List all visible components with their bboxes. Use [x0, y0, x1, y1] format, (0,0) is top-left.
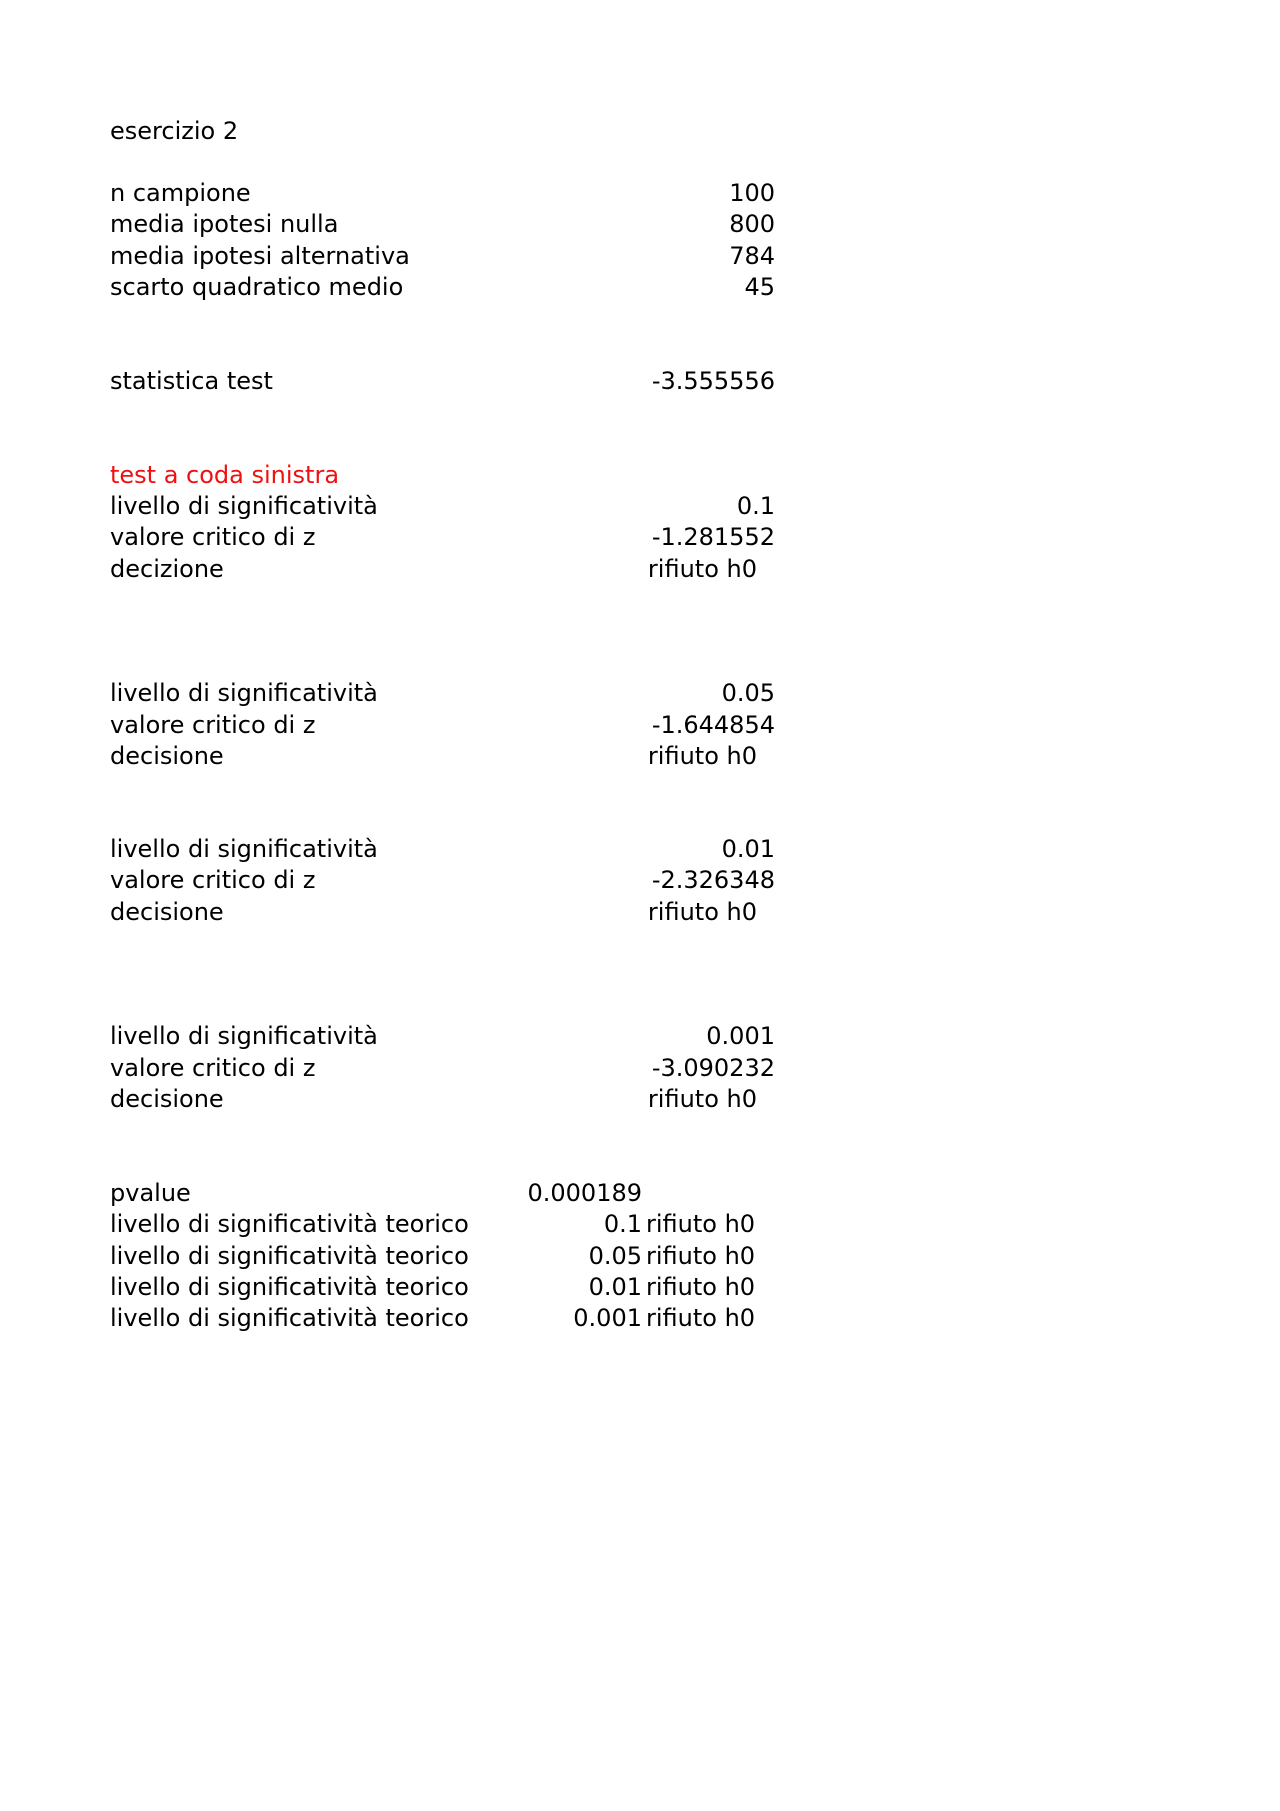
- param-value-null-mean: 800: [729, 210, 775, 238]
- decision-label: decizione: [110, 555, 224, 583]
- param-value-sample-size: 100: [729, 179, 775, 207]
- test-statistic-value: -3.555556: [651, 367, 775, 395]
- significance-level-label: livello di significatività: [110, 679, 378, 707]
- decision-label: decisione: [110, 898, 224, 926]
- theoretical-decision: rifiuto h0: [646, 1242, 756, 1270]
- pvalue-value: 0.000189: [527, 1179, 642, 1207]
- decision-value: rifiuto h0: [647, 898, 757, 926]
- critical-value-value: -1.281552: [651, 523, 775, 551]
- theoretical-sig-label: livello di significatività teorico: [110, 1304, 469, 1332]
- critical-value-value: -2.326348: [651, 866, 775, 894]
- param-label-alt-mean: media ipotesi alternativa: [110, 242, 410, 270]
- theoretical-sig-label: livello di significatività teorico: [110, 1210, 469, 1238]
- significance-level-value: 0.001: [706, 1022, 775, 1050]
- theoretical-decision: rifiuto h0: [646, 1304, 756, 1332]
- significance-level-label: livello di significatività: [110, 835, 378, 863]
- critical-value-label: valore critico di z: [110, 866, 316, 894]
- decision-label: decisione: [110, 742, 224, 770]
- critical-value-label: valore critico di z: [110, 711, 316, 739]
- critical-value-label: valore critico di z: [110, 1054, 316, 1082]
- exercise-title: esercizio 2: [110, 117, 239, 145]
- theoretical-sig-value: 0.05: [588, 1242, 642, 1270]
- critical-value-value: -1.644854: [651, 711, 775, 739]
- theoretical-decision: rifiuto h0: [646, 1273, 756, 1301]
- theoretical-decision: rifiuto h0: [646, 1210, 756, 1238]
- test-statistic-label: statistica test: [110, 367, 273, 395]
- param-value-alt-mean: 784: [729, 242, 775, 270]
- critical-value-value: -3.090232: [651, 1054, 775, 1082]
- decision-label: decisione: [110, 1085, 224, 1113]
- significance-level-value: 0.1: [736, 492, 775, 520]
- param-label-std-dev: scarto quadratico medio: [110, 273, 404, 301]
- critical-value-label: valore critico di z: [110, 523, 316, 551]
- pvalue-label: pvalue: [110, 1179, 191, 1207]
- theoretical-sig-value: 0.001: [573, 1304, 642, 1332]
- decision-value: rifiuto h0: [647, 1085, 757, 1113]
- decision-value: rifiuto h0: [647, 555, 757, 583]
- theoretical-sig-value: 0.1: [603, 1210, 642, 1238]
- param-label-null-mean: media ipotesi nulla: [110, 210, 339, 238]
- significance-level-label: livello di significatività: [110, 492, 378, 520]
- theoretical-sig-value: 0.01: [588, 1273, 642, 1301]
- param-value-std-dev: 45: [744, 273, 775, 301]
- param-label-sample-size: n campione: [110, 179, 251, 207]
- significance-level-label: livello di significatività: [110, 1022, 378, 1050]
- theoretical-sig-label: livello di significatività teorico: [110, 1242, 469, 1270]
- significance-level-value: 0.05: [721, 679, 775, 707]
- decision-value: rifiuto h0: [647, 742, 757, 770]
- significance-level-value: 0.01: [721, 835, 775, 863]
- theoretical-sig-label: livello di significatività teorico: [110, 1273, 469, 1301]
- left-tail-test-heading: test a coda sinistra: [110, 461, 340, 489]
